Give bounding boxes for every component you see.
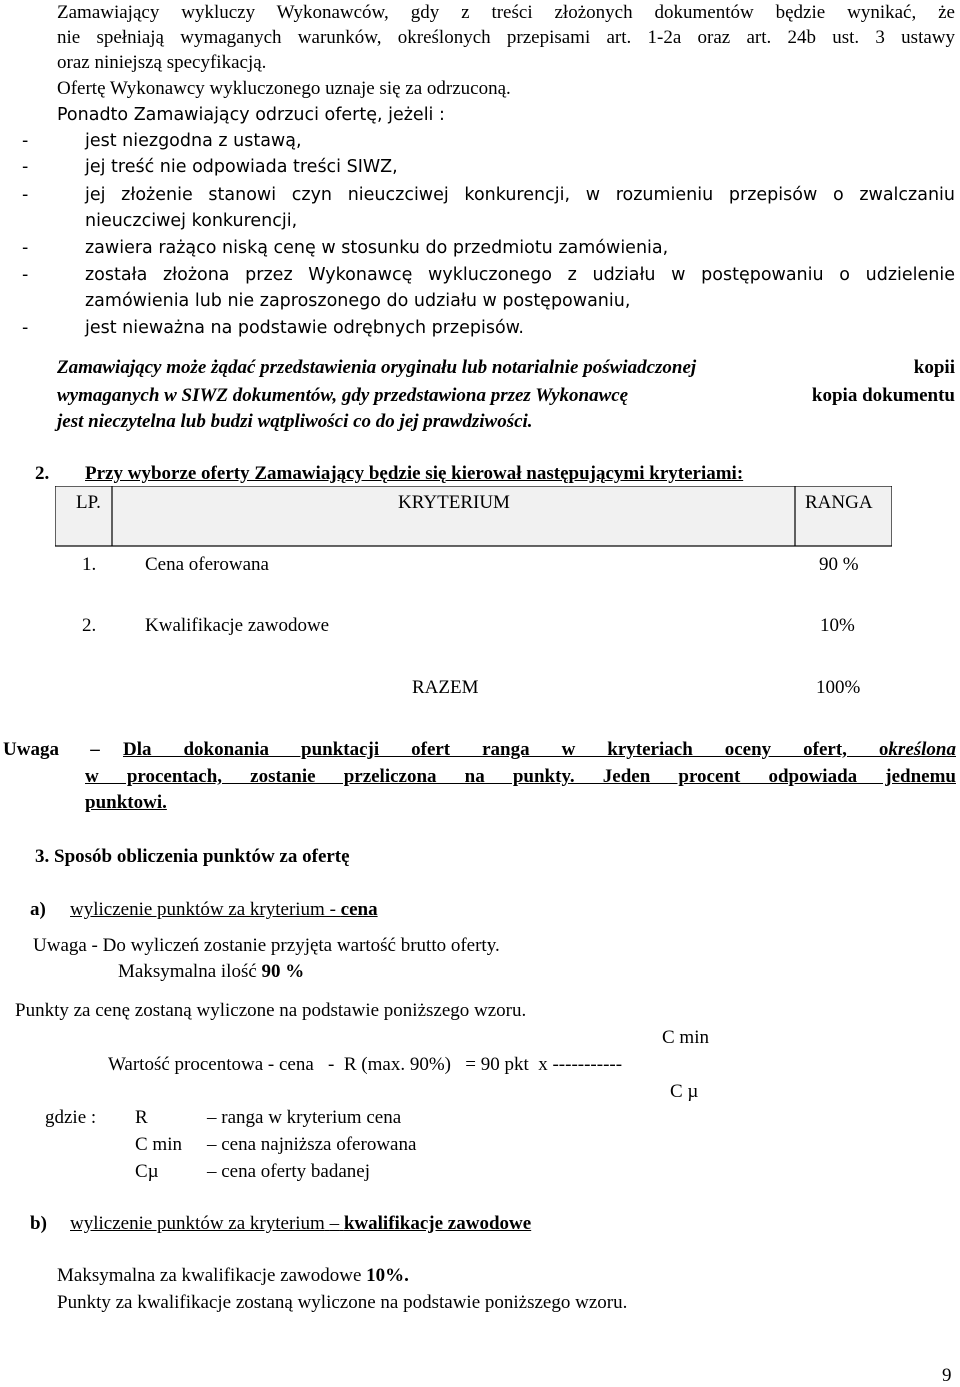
original-note-line-3: jest nieczytelna lub budzi wątpliwości co do jej prawdziwości. (57, 411, 533, 432)
price-note-2-value: 90 % (261, 961, 305, 982)
criteria-table (55, 486, 892, 719)
original-note-text: Zamawiający może żądać przedstawienia oryginału lub notarialnie poświadczonej (57, 357, 697, 378)
item-a-text (70, 899, 378, 921)
original-note-text: kopia dokumentu (811, 385, 955, 406)
item-b-label: b) (30, 1213, 47, 1234)
qualification-max-value: 10%. (366, 1265, 409, 1286)
page-number: 9 (942, 1365, 952, 1386)
list-item-cont: nieuczciwej konkurencji, (85, 211, 298, 231)
formula-intro: Punkty za cenę zostaną wyliczone na podstawie poniższego wzoru. (15, 1000, 527, 1021)
def-symbol: Cµ (135, 1161, 159, 1182)
table-header-criterion: KRYTERIUM (398, 492, 510, 513)
table-total-value: 100% (816, 677, 861, 698)
original-note-line-2 (57, 385, 955, 407)
uwaga-line-2: w procentach, zostanie przeliczona na punkty. Jeden procent odpowiada jednemu (85, 766, 956, 787)
table-row-lp: 2. (82, 615, 97, 636)
list-item: jej złożenie stanowi czyn nieuczciwej konkurencji, w rozumieniu przepisów o zwalczaniu (85, 185, 955, 205)
table-header-lp: LP. (76, 492, 101, 513)
list-item: jest niezgodna z ustawą, (85, 131, 302, 151)
uwaga-line-1 (123, 739, 956, 761)
def-description: – ranga w kryterium cena (207, 1107, 402, 1128)
price-note-2 (118, 961, 304, 983)
formula-line: Wartość procentowa - cena - R (max. 90%) = 90 pkt x ----------- (108, 1054, 623, 1075)
intro-line-2: nie spełniają wymaganych warunków, określonych przepisami art. 1-2a oraz art. 24b ust. 3 ustawy (57, 27, 955, 48)
item-b-text (70, 1213, 531, 1235)
section-2-title: Przy wyborze oferty Zamawiający będzie się kierował następującymi kryteriami: (85, 463, 744, 484)
list-item: zawiera rażąco niską cenę w stosunku do przedmiotu zamówienia, (85, 238, 669, 258)
list-dash: - (22, 157, 29, 177)
list-dash: - (22, 265, 29, 285)
table-row-name: Cena oferowana (145, 554, 269, 575)
intro-line-5: Ponadto Zamawiający odrzuci ofertę, jeżeli : (57, 105, 445, 125)
intro-line-4: Ofertę Wykonawcy wykluczonego uznaje się za odrzuconą. (57, 78, 511, 99)
intro-line-3: oraz niniejszą specyfikacją. (57, 52, 267, 73)
item-a-text-bold: cena (340, 899, 378, 920)
uwaga-label: Uwaga (3, 739, 59, 760)
original-note-text: wymaganych w SIWZ dokumentów, gdy przedstawiona przez Wykonawcę (57, 385, 629, 406)
uwaga-dash: – (90, 739, 100, 760)
table-row-rank: 10% (820, 615, 855, 636)
item-b-text-plain: wyliczenie punktów za kryterium (70, 1213, 325, 1234)
list-item: jej treść nie odpowiada treści SIWZ, (85, 157, 398, 177)
price-note-1: Uwaga - Do wyliczeń zostanie przyjęta wartość brutto oferty. (33, 935, 500, 956)
list-dash: - (22, 238, 29, 258)
list-dash: - (22, 185, 29, 205)
table-total-label: RAZEM (412, 677, 479, 698)
def-symbol: C min (135, 1134, 182, 1155)
section-2-number: 2. (35, 463, 50, 484)
item-a-label: a) (30, 899, 46, 920)
item-a-text-plain: wyliczenie punktów za kryterium - (70, 899, 341, 920)
def-symbol: R (135, 1107, 148, 1128)
qualification-max (57, 1265, 409, 1287)
formula-numerator: C min (662, 1027, 709, 1048)
list-item: została złożona przez Wykonawcę wykluczonego z udziału w postępowaniu o udzielenie (85, 265, 955, 285)
original-note-line-1 (57, 357, 955, 379)
price-note-2-text: Maksymalna ilość (118, 961, 262, 982)
def-description: – cena najniższa oferowana (207, 1134, 417, 1155)
table-header-rank: RANGA (805, 492, 873, 513)
uwaga-text-italic: kreślona (888, 739, 956, 760)
list-item-cont: zamówienia lub nie zaproszonego do udziału w postępowaniu, (85, 291, 631, 311)
table-row-name: Kwalifikacje zawodowe (145, 615, 330, 636)
def-description: – cena oferty badanej (207, 1161, 370, 1182)
uwaga-text: Dla dokonania punktacji ofert ranga w kryteriach oceny ofert, o (123, 739, 889, 760)
list-item: jest nieważna na podstawie odrębnych przepisów. (85, 318, 524, 338)
table-row-rank: 90 % (819, 554, 859, 575)
where-label: gdzie : (45, 1107, 97, 1128)
intro-line-1: Zamawiający wykluczy Wykonawców, gdy z treści złożonych dokumentów będzie wynikać, że (57, 2, 955, 23)
qualification-max-text: Maksymalna za kwalifikacje zawodowe (57, 1265, 367, 1286)
formula-denominator: C µ (670, 1081, 699, 1102)
uwaga-line-3: punktowi. (85, 792, 167, 813)
item-b-text-bold: kwalifikacje zawodowe (343, 1213, 532, 1234)
qualification-formula-intro: Punkty za kwalifikacje zostaną wyliczone na podstawie poniższego wzoru. (57, 1292, 628, 1313)
list-dash: - (22, 131, 29, 151)
table-row-lp: 1. (82, 554, 97, 575)
list-dash: - (22, 318, 29, 338)
original-note-text: kopii (913, 357, 955, 378)
item-b-dash: – (329, 1213, 340, 1234)
section-3-title: 3. Sposób obliczenia punktów za ofertę (35, 846, 350, 867)
